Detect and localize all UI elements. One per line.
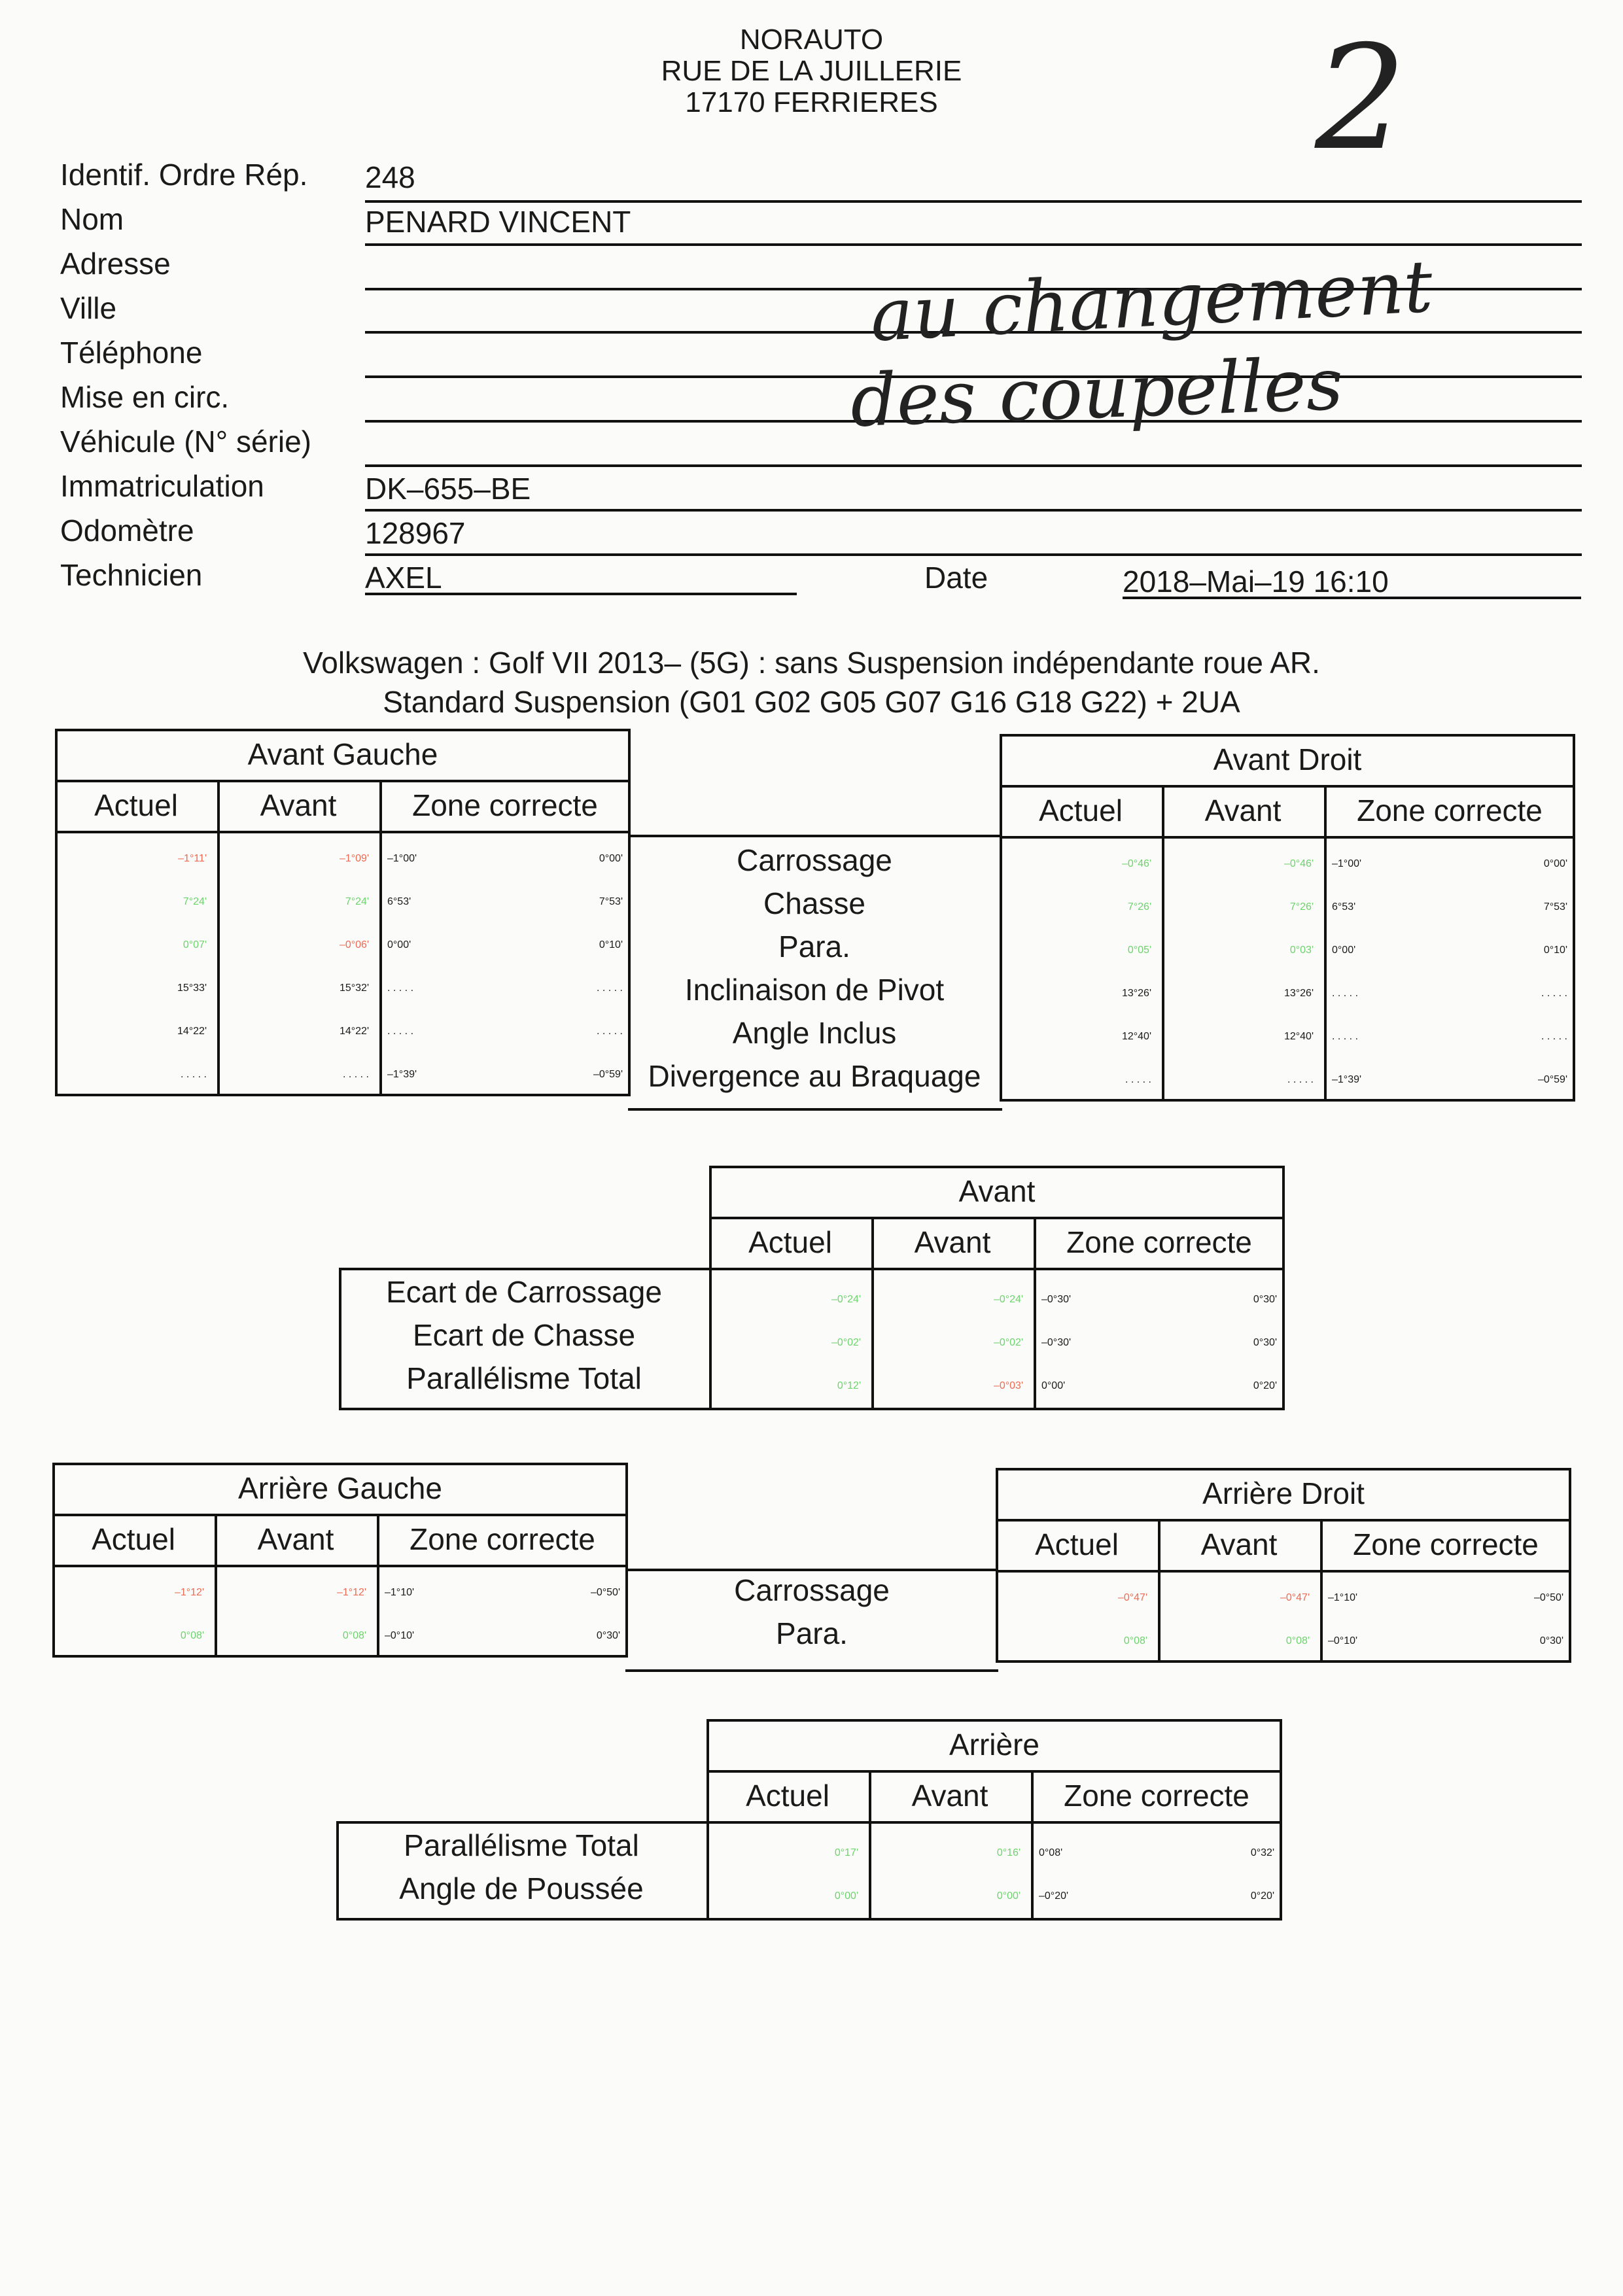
zone-min: –1°39' <box>387 1069 417 1080</box>
zone-max: 0°10' <box>1543 945 1567 956</box>
value-avant: –0°46' <box>1283 858 1314 869</box>
field-value: 128967 <box>365 516 466 550</box>
row-divider <box>1000 785 1575 788</box>
value-avant: 0°03' <box>1289 945 1314 956</box>
col-header-zone: Zone correcte <box>1357 793 1543 827</box>
zone-range <box>1324 972 1573 1015</box>
zone-min: –0°30' <box>1041 1294 1072 1305</box>
vehicle-line-2: Standard Suspension (G01 G02 G05 G07 G16 G18 G22) + 2UA <box>383 685 1240 719</box>
field-label: Odomètre <box>60 513 194 548</box>
zone-range <box>1031 1832 1280 1875</box>
param-label: Parallélisme Total <box>406 1361 642 1395</box>
value-avant: –1°09' <box>339 853 369 864</box>
value-actuel: 14°22' <box>177 1026 207 1037</box>
zone-min: –0°10' <box>385 1630 415 1641</box>
value-actuel: 0°07' <box>183 939 207 950</box>
col-header-actuel: Actuel <box>1035 1527 1119 1561</box>
zone-min: 6°53' <box>1332 901 1356 913</box>
table-title: Avant Gauche <box>247 737 438 771</box>
zone-min: –0°30' <box>1041 1337 1072 1348</box>
zone-max: –0°59' <box>593 1069 623 1080</box>
zone-max: 0°20' <box>1253 1380 1277 1391</box>
value-actuel: –0°47' <box>1117 1592 1147 1603</box>
value-avant: . . . . . <box>1287 1074 1314 1085</box>
zone-max: . . . . . <box>1541 1031 1567 1042</box>
value-avant: 0°08' <box>1285 1635 1310 1646</box>
zone-min: 0°00' <box>387 939 411 950</box>
value-actuel: 0°05' <box>1127 945 1151 956</box>
zone-range <box>1324 1015 1573 1058</box>
zone-max: 7°53' <box>599 896 623 907</box>
field-underline <box>365 509 1582 512</box>
table-title: Avant <box>958 1174 1036 1208</box>
row-divider <box>55 831 631 833</box>
value-avant: . . . . . <box>342 1069 369 1080</box>
zone-range <box>379 924 628 967</box>
zone-max: 0°32' <box>1250 1847 1274 1858</box>
value-actuel: 0°12' <box>837 1380 861 1391</box>
zone-max: 0°20' <box>1250 1890 1274 1902</box>
value-avant: 0°16' <box>996 1847 1021 1858</box>
param-label: Divergence au Braquage <box>648 1059 981 1093</box>
col-header-avant: Avant <box>260 788 337 822</box>
zone-range <box>1320 1620 1569 1663</box>
value-avant: 15°32' <box>339 983 369 994</box>
zone-min: . . . . . <box>1332 1031 1359 1042</box>
value-actuel: –0°46' <box>1121 858 1151 869</box>
zone-max: . . . . . <box>1541 988 1567 999</box>
value-actuel: 7°24' <box>183 896 207 907</box>
zone-min: –1°39' <box>1332 1074 1362 1085</box>
field-label: Ville <box>60 291 117 325</box>
zone-max: 0°10' <box>599 939 623 950</box>
zone-range <box>377 1571 625 1614</box>
zone-max: 0°00' <box>1543 858 1567 869</box>
value-avant: 13°26' <box>1283 988 1314 999</box>
param-label: Ecart de Chasse <box>412 1318 636 1352</box>
value-actuel: 0°08' <box>180 1630 204 1641</box>
zone-max: –0°59' <box>1537 1074 1567 1085</box>
value-avant: –0°03' <box>993 1380 1023 1391</box>
row-divider <box>709 1268 1285 1270</box>
field-label: Téléphone <box>60 336 203 370</box>
value-avant: –0°47' <box>1280 1592 1310 1603</box>
field-underline <box>365 553 1582 556</box>
zone-range <box>1034 1321 1282 1365</box>
field-label: Immatriculation <box>60 469 264 503</box>
zone-max: –0°50' <box>590 1587 620 1598</box>
row-divider <box>707 1770 1282 1773</box>
col-header-actuel: Actuel <box>746 1779 829 1813</box>
zone-min: –1°00' <box>1332 858 1362 869</box>
value-avant: 0°08' <box>342 1630 366 1641</box>
zone-min: –1°00' <box>387 853 417 864</box>
zone-min: 6°53' <box>387 896 411 907</box>
value-avant: 12°40' <box>1283 1031 1314 1042</box>
zone-min: . . . . . <box>387 983 414 994</box>
zone-min: 0°08' <box>1039 1847 1063 1858</box>
col-header-avant: Avant <box>1204 793 1282 827</box>
param-label: Carrossage <box>734 1573 890 1607</box>
col-header-avant: Avant <box>911 1779 988 1813</box>
zone-range <box>379 1053 628 1096</box>
row-divider <box>55 780 631 782</box>
field-underline <box>365 593 797 595</box>
field-value: PENARD VINCENT <box>365 205 631 239</box>
zone-range <box>379 1010 628 1053</box>
col-header-zone: Zone correcte <box>412 788 598 822</box>
value-actuel: –1°11' <box>178 853 207 864</box>
row-divider <box>1000 836 1575 839</box>
field-value: 248 <box>365 160 415 194</box>
value-actuel: 0°17' <box>834 1847 858 1858</box>
col-header-avant: Avant <box>914 1225 991 1259</box>
param-label: Angle Inclus <box>732 1016 897 1050</box>
zone-min: . . . . . <box>387 1026 414 1037</box>
handwritten-note-1: au changement <box>868 244 1435 358</box>
value-actuel: . . . . . <box>180 1069 207 1080</box>
col-header-zone: Zone correcte <box>410 1522 595 1556</box>
field-value: AXEL <box>365 561 442 595</box>
zone-range <box>1034 1278 1282 1321</box>
value-actuel: –0°24' <box>831 1294 861 1305</box>
vehicle-line-1: Volkswagen : Golf VII 2013– (5G) : sans Suspension indépendante roue AR. <box>303 646 1320 680</box>
zone-range <box>379 880 628 924</box>
value-avant: –0°06' <box>339 939 369 950</box>
zone-max: 0°30' <box>1539 1635 1563 1646</box>
zone-max: 0°30' <box>1253 1294 1277 1305</box>
value-actuel: 12°40' <box>1121 1031 1151 1042</box>
zone-range <box>379 967 628 1010</box>
value-actuel: 0°00' <box>834 1890 858 1902</box>
col-header-zone: Zone correcte <box>1064 1779 1249 1813</box>
value-actuel: . . . . . <box>1125 1074 1151 1085</box>
shop-city: 17170 FERRIERES <box>685 86 938 118</box>
zone-range <box>377 1614 625 1658</box>
value-actuel: 0°08' <box>1123 1635 1147 1646</box>
field-value: DK–655–BE <box>365 472 531 506</box>
param-label: Para. <box>776 1616 848 1650</box>
zone-min: 0°00' <box>1041 1380 1066 1391</box>
col-header-actuel: Actuel <box>92 1522 175 1556</box>
zone-max: 0°30' <box>596 1630 620 1641</box>
field-label: Technicien <box>60 558 203 592</box>
row-divider <box>709 1217 1285 1219</box>
zone-min: –0°20' <box>1039 1890 1069 1902</box>
mid-divider <box>628 835 1002 837</box>
value-actuel: 13°26' <box>1121 988 1151 999</box>
param-label: Parallélisme Total <box>404 1828 639 1862</box>
shop-name: NORAUTO <box>739 24 884 56</box>
field-label: Mise en circ. <box>60 380 230 414</box>
zone-range <box>1320 1576 1569 1620</box>
zone-min: –0°10' <box>1328 1635 1358 1646</box>
value-avant: –1°12' <box>336 1587 366 1598</box>
zone-max: . . . . . <box>596 983 623 994</box>
col-header-zone: Zone correcte <box>1066 1225 1252 1259</box>
col-header-avant: Avant <box>1200 1527 1278 1561</box>
row-divider <box>707 1821 1282 1824</box>
value-actuel: –1°12' <box>174 1587 204 1598</box>
param-label: Carrossage <box>737 843 892 877</box>
param-label: Ecart de Carrossage <box>386 1275 662 1309</box>
zone-min: –1°10' <box>385 1587 415 1598</box>
zone-max: 0°00' <box>599 853 623 864</box>
col-header-actuel: Actuel <box>748 1225 832 1259</box>
zone-range <box>1324 1058 1573 1102</box>
date-label: Date <box>924 561 988 595</box>
shop-street: RUE DE LA JUILLERIE <box>661 55 962 87</box>
value-avant: 0°00' <box>996 1890 1021 1902</box>
zone-range <box>1324 843 1573 886</box>
table-title: Arrière Gauche <box>238 1471 442 1505</box>
row-divider <box>52 1565 628 1567</box>
field-label: Adresse <box>60 247 171 281</box>
zone-range <box>1034 1365 1282 1408</box>
value-avant: –0°24' <box>993 1294 1023 1305</box>
field-label: Nom <box>60 202 124 236</box>
field-underline <box>365 464 1582 467</box>
zone-range <box>379 837 628 880</box>
zone-range <box>1324 886 1573 929</box>
date-underline <box>1123 597 1581 599</box>
value-actuel: 15°33' <box>177 983 207 994</box>
zone-range <box>1031 1875 1280 1918</box>
date-value: 2018–Mai–19 16:10 <box>1123 565 1389 599</box>
field-label: Identif. Ordre Rép. <box>60 158 308 192</box>
handwritten-page-number: 2 <box>1315 14 1406 182</box>
col-header-zone: Zone correcte <box>1353 1527 1539 1561</box>
param-label: Angle de Poussée <box>399 1871 644 1905</box>
zone-range <box>1324 929 1573 972</box>
param-label: Chasse <box>763 886 865 920</box>
field-underline <box>365 200 1582 203</box>
zone-max: 0°30' <box>1253 1337 1277 1348</box>
table-title: Arrière <box>949 1728 1040 1762</box>
table-title: Avant Droit <box>1213 742 1362 776</box>
value-avant: 7°24' <box>345 896 369 907</box>
zone-max: –0°50' <box>1533 1592 1563 1603</box>
table-title: Arrière Droit <box>1202 1476 1365 1510</box>
zone-min: . . . . . <box>1332 988 1359 999</box>
row-divider <box>996 1519 1571 1522</box>
value-avant: –0°02' <box>993 1337 1023 1348</box>
zone-max: . . . . . <box>596 1026 623 1037</box>
col-header-actuel: Actuel <box>94 788 178 822</box>
value-actuel: 7°26' <box>1127 901 1151 913</box>
handwritten-note-2: des coupelles <box>848 341 1345 444</box>
value-actuel: –0°02' <box>831 1337 861 1348</box>
mid-divider <box>625 1669 998 1672</box>
value-avant: 14°22' <box>339 1026 369 1037</box>
zone-min: 0°00' <box>1332 945 1356 956</box>
col-header-actuel: Actuel <box>1039 793 1123 827</box>
value-avant: 7°26' <box>1289 901 1314 913</box>
zone-min: –1°10' <box>1328 1592 1358 1603</box>
row-divider <box>996 1570 1571 1573</box>
param-label: Para. <box>778 930 850 964</box>
zone-max: 7°53' <box>1543 901 1567 913</box>
param-label: Inclinaison de Pivot <box>684 973 945 1007</box>
mid-divider <box>628 1108 1002 1111</box>
field-label: Véhicule (N° série) <box>60 425 311 459</box>
row-divider <box>52 1514 628 1516</box>
col-header-avant: Avant <box>257 1522 334 1556</box>
